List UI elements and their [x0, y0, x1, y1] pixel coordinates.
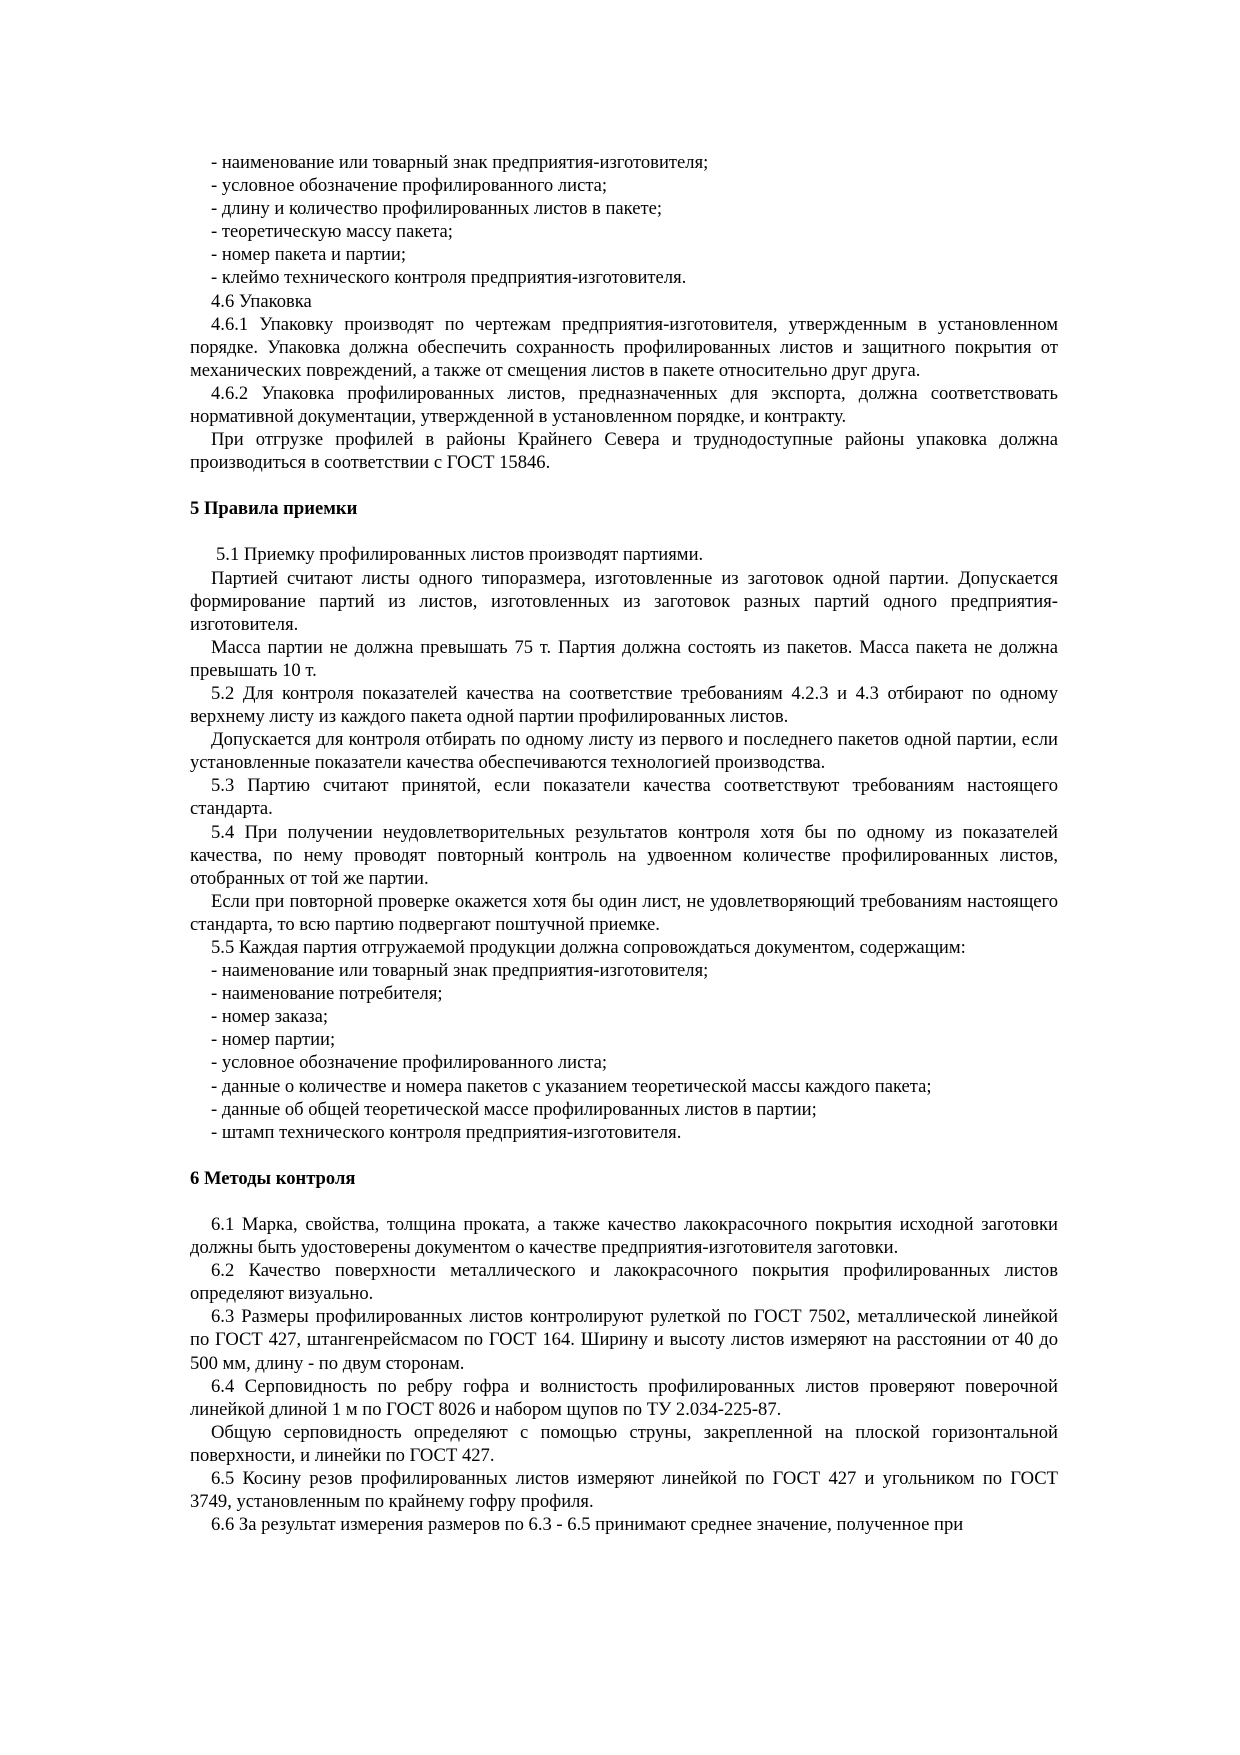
- list-item: - условное обозначение профилированного листа;: [211, 175, 608, 197]
- paragraph: 6.4 Серповидность по ребру гофра и волнистость профилированных листов проверяют поверочной линейкой длиной 1 м по ГОСТ 8026 и набором щупов по ТУ 2.034-225-87.: [190, 1375, 1058, 1420]
- list-item: - номер пакета и партии;: [211, 244, 407, 266]
- paragraph: Общую серповидность определяют с помощью струны, закрепленной на плоской горизонтальной поверхности, и линейки по ГОСТ 427.: [190, 1421, 1058, 1466]
- document-body: [190, 151, 1058, 1536]
- list-item: - клеймо технического контроля предприятия-изготовителя.: [211, 267, 687, 289]
- list-item: - наименование или товарный знак предприятия-изготовителя;: [211, 152, 709, 173]
- paragraph: 5.3 Партию считают принятой, если показатели качества соответствуют требованиям настоящего стандарта.: [190, 775, 1058, 820]
- paragraph: 6.2 Качество поверхности металлического и лакокрасочного покрытия профилированных листов определяют визуально.: [190, 1260, 1058, 1305]
- paragraph: 5.1 Приемку профилированных листов производят партиями.: [216, 544, 704, 566]
- list-item: - наименование потребителя;: [211, 983, 443, 1005]
- paragraph: Допускается для контроля отбирать по одному листу из первого и последнего пакетов одной партии, если установленные показатели качества обеспечиваются технологией производства.: [190, 729, 1058, 774]
- section-heading: 6 Методы контроля: [190, 1167, 356, 1189]
- paragraph: 6.6 За результат измерения размеров по 6.3 - 6.5 принимают среднее значение, полученное при: [211, 1514, 964, 1536]
- list-item: - наименование или товарный знак предприятия-изготовителя;: [211, 960, 709, 982]
- section-heading: 5 Правила приемки: [190, 498, 358, 520]
- list-item: - данные о количестве и номера пакетов с указанием теоретической массы каждого пакета;: [211, 1075, 932, 1097]
- subsection-title: 4.6 Упаковка: [211, 290, 312, 312]
- paragraph: 6.5 Косину резов профилированных листов измеряют линейкой по ГОСТ 427 и угольником по ГОСТ 3749, установленным по крайнему гофру профиля.: [190, 1467, 1058, 1513]
- paragraph: 6.1 Марка, свойства, толщина проката, а также качество лакокрасочного покрытия исходной заготовки должны быть удостоверены документом о качестве предприятия-изготовителя заготовки.: [190, 1213, 1058, 1259]
- list-item: - теоретическую массу пакета;: [211, 221, 453, 243]
- paragraph: 4.6.1 Упаковку производят по чертежам предприятия-изготовителя, утвержденным в установленном порядке. Упаковка должна обеспечить сохранность профилированных листов и защитного покрытия от механических повреждений, а также от смещения листов в пакете относительно друг друга.: [190, 313, 1058, 381]
- list-item: - номер заказа;: [211, 1006, 329, 1028]
- paragraph: 5.5 Каждая партия отгружаемой продукции должна сопровождаться документом, содержащим:: [211, 937, 966, 958]
- paragraph: Масса партии не должна превышать 75 т. Партия должна состоять из пакетов. Масса пакета не должна превышать 10 т.: [190, 636, 1058, 681]
- paragraph: При отгрузке профилей в районы Крайнего Севера и труднодоступные районы упаковка должна производиться в соответствии с ГОСТ 15846.: [190, 429, 1058, 474]
- list-item: - номер партии;: [211, 1029, 336, 1051]
- paragraph: 4.6.2 Упаковка профилированных листов, предназначенных для экспорта, должна соответствовать нормативной документации, утвержденной в установленном порядке, и контракту.: [190, 382, 1058, 428]
- paragraph: 5.2 Для контроля показателей качества на соответствие требованиям 4.2.3 и 4.3 отбирают по одному верхнему листу из каждого пакета одной партии профилированных листов.: [190, 682, 1058, 728]
- list-item: - длину и количество профилированных листов в пакете;: [211, 198, 663, 220]
- list-item: - штамп технического контроля предприятия-изготовителя.: [211, 1121, 682, 1143]
- paragraph: 6.3 Размеры профилированных листов контролируют рулеткой по ГОСТ 7502, металлической линейкой по ГОСТ 427, штангенрейсмасом по ГОСТ 164. Ширину и высоту листов измеряют на расстоянии от 40 до 500 мм, длину - по двум сторонам.: [190, 1306, 1058, 1374]
- list-item: - условное обозначение профилированного листа;: [211, 1052, 608, 1074]
- paragraph: Если при повторной проверке окажется хотя бы один лист, не удовлетворяющий требованиям настоящего стандарта, то всю партию подвергают поштучной приемке.: [190, 890, 1058, 935]
- paragraph: Партией считают листы одного типоразмера, изготовленные из заготовок одной партии. Допускается формирование партий из листов, изготовленных из заготовок разных партий одного предприятия-изготовителя.: [190, 567, 1058, 635]
- list-item: - данные об общей теоретической массе профилированных листов в партии;: [211, 1098, 817, 1120]
- paragraph: 5.4 При получении неудовлетворительных результатов контроля хотя бы по одному из показателей качества, по нему проводят повторный контроль на удвоенном количестве профилированных листов, отобранных от той же партии.: [190, 821, 1058, 889]
